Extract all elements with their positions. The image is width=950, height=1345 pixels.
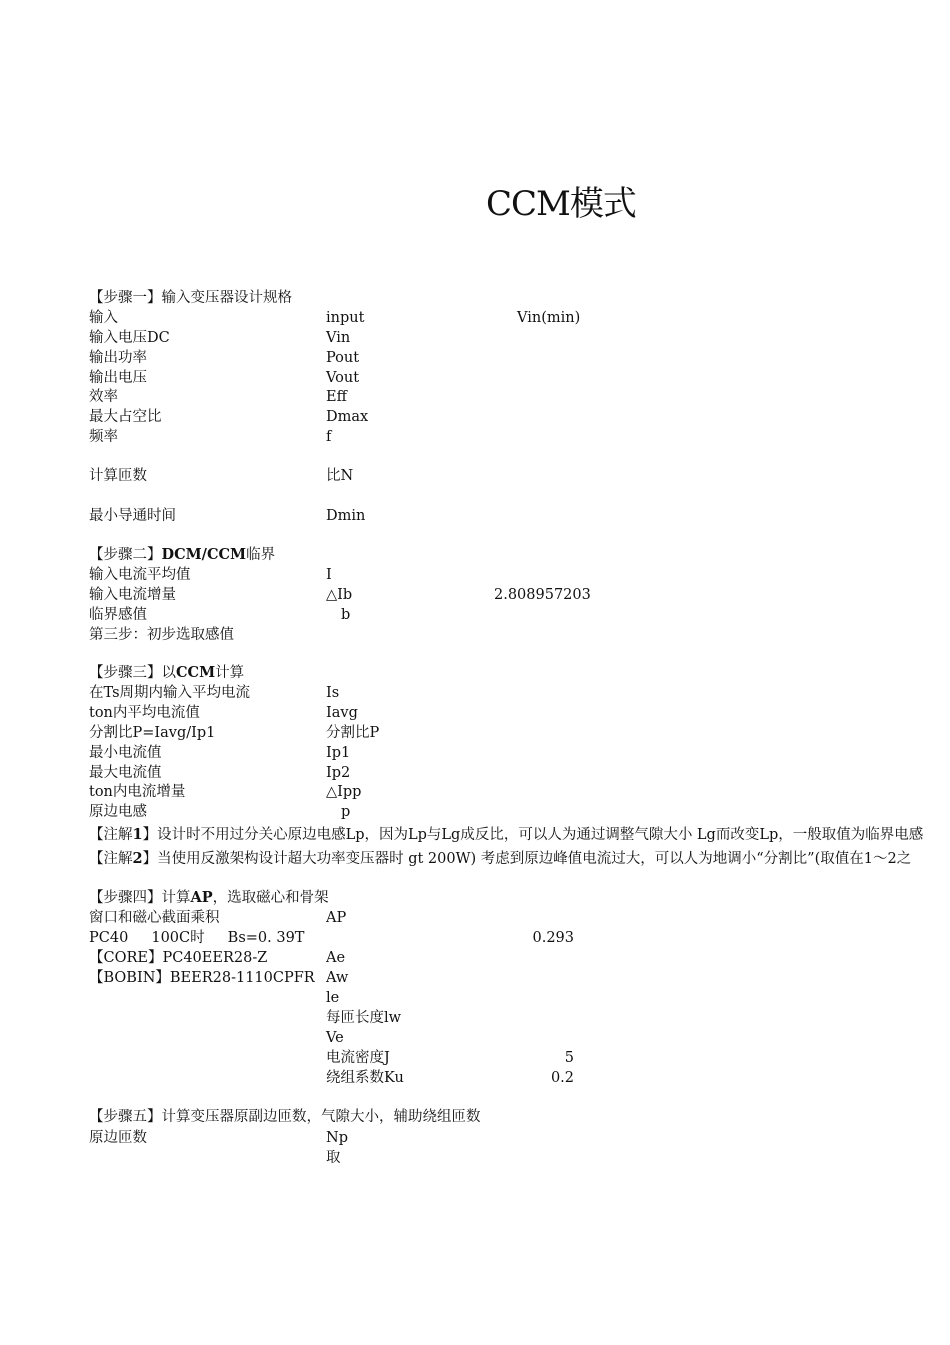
step2-label: 第三步：初步选取感值 xyxy=(89,627,234,643)
step1-label: 输出功率 xyxy=(89,350,147,366)
step3-label: ton内电流增量 xyxy=(89,784,186,800)
step4-symbol: 每匝长度lw xyxy=(326,1010,402,1026)
step2-label: 输入电流平均值 xyxy=(89,567,191,583)
step3-symbol: Ip1 xyxy=(326,745,351,761)
step1-symbol: Vin xyxy=(326,330,351,346)
step1-label: 频率 xyxy=(89,429,118,445)
step5-header: 【步骤五】计算变压器原副边匝数，气隙大小，辅助绕组匝数 xyxy=(89,1109,481,1125)
step3-label: 分割比P=Iavg/Ip1 xyxy=(89,725,216,741)
note-1: 【注解1】设计时不用过分关心原边电感Lp，因为Lp与Lg成反比，可以人为通过调整气隙大小 Lg而改变Lp，一般取值为临界电感 xyxy=(89,826,924,843)
step2-label: 输入电流增量 xyxy=(89,587,176,603)
step1-symbol: Eff xyxy=(326,389,347,405)
step3-label: 原边电感 xyxy=(89,804,147,820)
step3-symbol: Ip2 xyxy=(326,765,351,781)
step3-label: 最小电流值 xyxy=(89,745,162,761)
step4-symbol: Aw xyxy=(326,970,349,986)
step1-symbol: input xyxy=(326,310,365,326)
step4-label: 【BOBIN】BEER28-1110CPFR xyxy=(89,970,315,986)
step2-symbol: △Ib xyxy=(326,587,353,603)
step1-label: 最大占空比 xyxy=(89,409,162,425)
step3-symbol: p xyxy=(341,804,351,820)
step3-symbol: 分割比P xyxy=(326,725,380,741)
step2-symbol: b xyxy=(341,607,351,623)
step2-label: 临界感值 xyxy=(89,607,147,623)
step4-value: 0.2 xyxy=(550,1070,574,1086)
step4-symbol: le xyxy=(326,990,340,1006)
step1-symbol: Pout xyxy=(326,350,360,366)
step2-header: 【步骤二】DCM/CCM临界 xyxy=(89,546,276,563)
step5-symbol: Np xyxy=(326,1130,348,1146)
step1-symbol: f xyxy=(326,429,332,445)
step3-label: 在Ts周期内输入平均电流 xyxy=(89,685,251,701)
step1-symbol: Vout xyxy=(326,370,360,386)
step3-symbol: Is xyxy=(326,685,340,701)
step1-label: 输入 xyxy=(89,310,118,326)
step4-label: PC40 100C时 Bs=0. 39T xyxy=(89,930,305,946)
step3-label: ton内平均电流值 xyxy=(89,705,200,721)
step5-label: 原边匝数 xyxy=(89,1130,147,1146)
step4-symbol: 绕组系数Ku xyxy=(326,1070,404,1086)
step4-label: 窗口和磁心截面乘积 xyxy=(89,910,220,926)
step1-label: 计算匝数 xyxy=(89,468,147,484)
step1-label: 输入电压DC xyxy=(89,330,170,346)
step1-symbol: Dmax xyxy=(326,409,369,425)
step1-label: 效率 xyxy=(89,389,118,405)
step1-label: 输出电压 xyxy=(89,370,147,386)
step3-header: 【步骤三】以CCM计算 xyxy=(89,664,245,681)
step4-symbol: Ve xyxy=(326,1030,344,1046)
step3-symbol: Iavg xyxy=(326,705,358,721)
step2-value: 2.808957203 xyxy=(494,587,591,603)
step4-header: 【步骤四】计算AP，选取磁心和骨架 xyxy=(89,889,329,906)
step4-symbol: AP xyxy=(326,910,347,926)
note-2: 【注解2】当使用反激架构设计超大功率变压器时 gt 200W) 考虑到原边峰值电流过大，可以人为地调小“分割比”(取值在1～2之 xyxy=(89,850,912,867)
step4-value: 5 xyxy=(564,1050,574,1066)
step5-symbol: 取 xyxy=(326,1150,341,1166)
step2-symbol: I xyxy=(326,567,332,583)
step4-symbol: 电流密度J xyxy=(326,1050,390,1066)
step4-symbol: Ae xyxy=(326,950,346,966)
step3-symbol: △Ipp xyxy=(326,784,362,800)
step1-symbol: 比N xyxy=(326,468,354,484)
step1-label: 最小导通时间 xyxy=(89,508,176,524)
step1-header: 【步骤一】输入变压器设计规格 xyxy=(89,290,292,306)
step4-label: 【CORE】PC40EER28-Z xyxy=(89,950,268,966)
step1-symbol: Dmin xyxy=(326,508,366,524)
step1-extra: Vin(min) xyxy=(517,310,581,326)
step3-label: 最大电流值 xyxy=(89,765,162,781)
page-title: CCM模式 xyxy=(486,184,636,224)
step4-value: 0.293 xyxy=(532,930,574,946)
